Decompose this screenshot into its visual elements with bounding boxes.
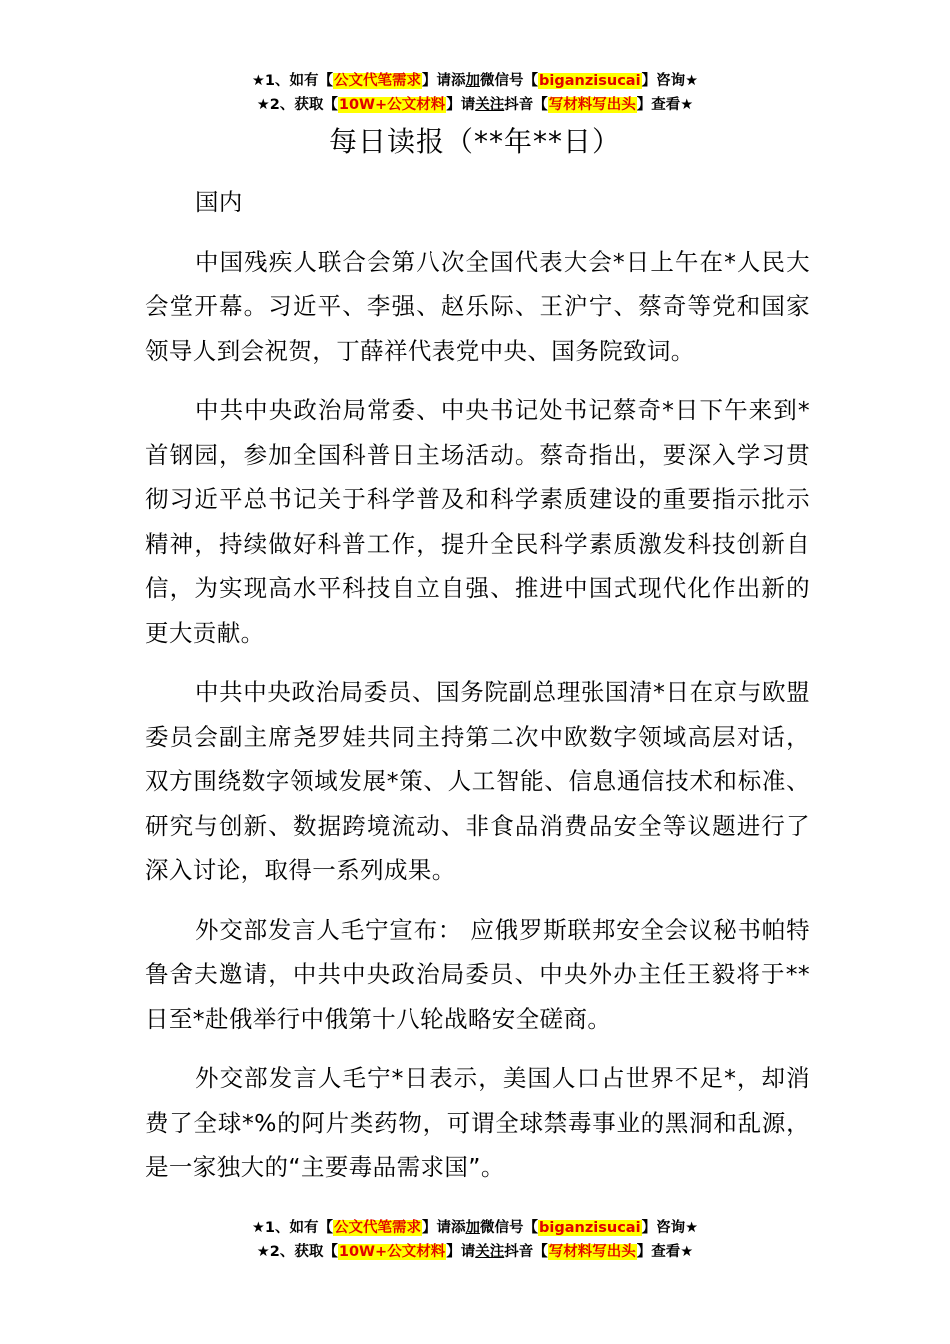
news-paragraph: 外交部发言人毛宁*日表示，美国人口占世界不足*，却消费了全球*%的阿片类药物，可谓全球禁毒事业的黑洞和乱源，是一家独大的“主要毒品需求国”。	[145, 1064, 810, 1181]
promo-highlight: 10W+公文材料	[338, 1244, 446, 1260]
promo-line-2	[0, 93, 950, 117]
promo-underlined-text: 关注	[475, 1244, 505, 1260]
promo-highlight: 公文代笔需求	[334, 73, 422, 89]
promo-line-1	[0, 69, 950, 93]
promo-douyin-id: 写材料写出头	[548, 1244, 636, 1260]
promo-text: 】查看★	[636, 1244, 694, 1260]
promo-banner-top	[0, 69, 950, 117]
news-paragraph: 中国残疾人联合会第八次全国代表大会*日上午在*人民大会堂开幕。习近平、李强、赵乐际、王沪宁、蔡奇等党和国家领导人到会祝贺，丁薛祥代表党中央、国务院致词。	[145, 247, 810, 365]
promo-text: 】咨询★	[641, 73, 699, 89]
page-title: 每日读报（**年**日）	[328, 125, 621, 158]
promo-text: ★2、获取【	[256, 1244, 338, 1260]
promo-text: ★1、如有【	[251, 1220, 334, 1236]
promo-highlight: 10W+公文材料	[338, 97, 446, 113]
promo-underlined-text: 关注	[475, 97, 505, 113]
promo-text: ★2、获取【	[256, 97, 338, 113]
promo-text: 】请添	[422, 1220, 466, 1236]
news-paragraph: 中共中央政治局委员、国务院副总理张国清*日在京与欧盟委员会副主席尧罗娃共同主持第二次中欧数字领域高层对话，双方围绕数字领域发展*策、人工智能、信息通信技术和标准、研究与创新、数据跨境流动、非食品消费品安全等议题进行了深入讨论，取得一系列成果。	[145, 678, 810, 884]
news-paragraph: 外交部发言人毛宁宣布： 应俄罗斯联邦安全会议秘书帕特鲁舍夫邀请，中共中央政治局委员、中央外办主任王毅将于**日至*赴俄举行中俄第十八轮战略安全磋商。	[145, 915, 810, 1033]
promo-text: 】请	[446, 1244, 476, 1260]
promo-text: 微信号【	[480, 1220, 539, 1236]
news-paragraph: 中共中央政治局常委、中央书记处书记蔡奇*日下午来到*首钢园，参加全国科普日主场活动。蔡奇指出，要深入学习贯彻习近平总书记关于科学普及和科学素质建设的重要指示批示精神，持续做好科普工作，提升全民科学素质激发科技创新自信，为实现高水平科技自立自强、推进中国式现代化作出新的更大贡献。	[145, 396, 810, 647]
promo-line-1	[0, 1216, 950, 1240]
document-body	[145, 180, 810, 1205]
promo-text: 】请	[446, 97, 476, 113]
promo-douyin-id: 写材料写出头	[548, 97, 636, 113]
promo-underlined-text: 加	[465, 1220, 481, 1236]
promo-text: 微信号【	[480, 73, 539, 89]
promo-text: 】查看★	[636, 97, 694, 113]
promo-line-2	[0, 1240, 950, 1264]
promo-wechat-id: biganzisucai	[539, 73, 641, 89]
promo-highlight: 公文代笔需求	[334, 1220, 422, 1236]
promo-text: 抖音【	[504, 1244, 548, 1260]
promo-text: ★1、如有【	[251, 73, 334, 89]
promo-banner-bottom	[0, 1216, 950, 1264]
promo-underlined-text: 加	[465, 73, 481, 89]
promo-text: 】请添	[422, 73, 466, 89]
section-heading: 国内	[195, 188, 243, 216]
promo-text: 抖音【	[504, 97, 548, 113]
promo-text: 】咨询★	[641, 1220, 699, 1236]
promo-wechat-id: biganzisucai	[539, 1220, 641, 1236]
